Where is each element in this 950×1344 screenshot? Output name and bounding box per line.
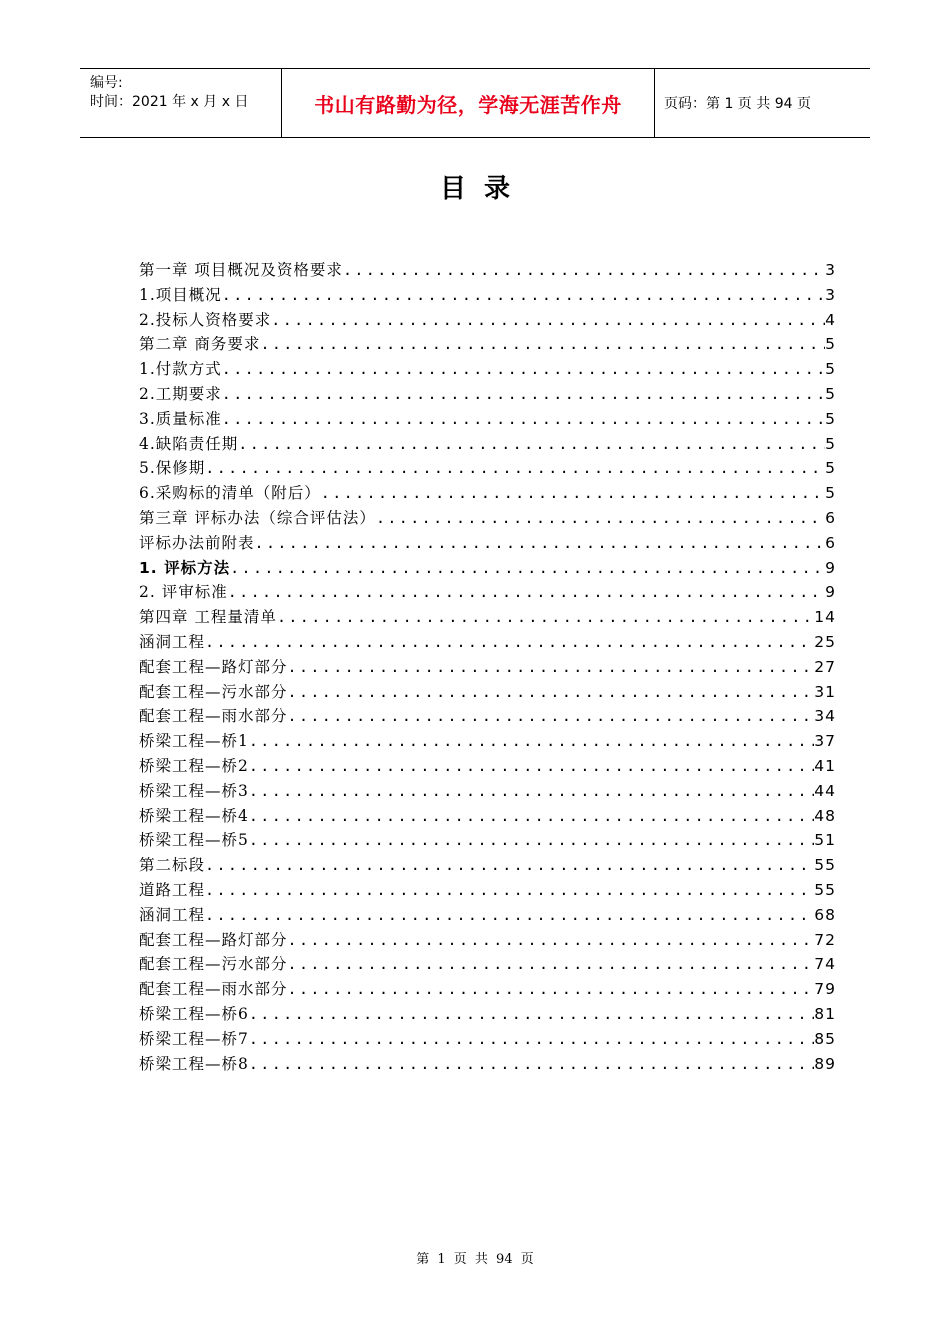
toc-entry-title: 桥梁工程—桥1 (139, 732, 249, 751)
toc-dot-leader (255, 531, 826, 556)
toc-entry[interactable] (139, 531, 836, 556)
toc-entry-page: 5 (825, 409, 836, 428)
toc-dot-leader (222, 357, 825, 382)
toc-dot-leader (288, 952, 815, 977)
toc-dot-leader (271, 308, 825, 333)
toc-entry-title: 4.缺陷责任期 (139, 434, 239, 453)
toc-entry-title: 涵洞工程 (139, 905, 206, 924)
toc-entry-page: 5 (825, 335, 836, 354)
toc-entry-title: 涵洞工程 (139, 632, 206, 651)
toc-entry-title: 配套工程—雨水部分 (139, 980, 288, 999)
toc-entry[interactable] (139, 407, 836, 432)
toc-entry-page: 51 (814, 831, 836, 850)
toc-entry[interactable] (139, 506, 836, 531)
toc-entry[interactable] (139, 977, 836, 1002)
toc-entry-title: 第二章 商务要求 (139, 335, 261, 354)
toc-entry[interactable] (139, 952, 836, 977)
toc-entry-title: 配套工程—污水部分 (139, 955, 288, 974)
toc-dot-leader (343, 258, 825, 283)
toc-entry[interactable] (139, 1052, 836, 1077)
document-date: 时间：2021 年 x 月 x 日 (90, 94, 249, 110)
toc-entry[interactable] (139, 481, 836, 506)
toc-entry-title: 2.投标人资格要求 (139, 310, 272, 329)
toc-entry-page: 5 (825, 459, 836, 478)
toc-entry[interactable] (139, 804, 836, 829)
toc-entry-page: 34 (814, 707, 836, 726)
toc-entry-page: 5 (825, 360, 836, 379)
toc-entry-page: 48 (814, 806, 836, 825)
toc-dot-leader (249, 1027, 814, 1052)
toc-entry[interactable] (139, 556, 836, 581)
header-left-cell (80, 69, 282, 137)
toc-entry[interactable] (139, 1002, 836, 1027)
toc-dot-leader (228, 580, 825, 605)
toc-entry[interactable] (139, 655, 836, 680)
toc-entry-title: 1.付款方式 (139, 360, 222, 379)
toc-dot-leader (249, 779, 814, 804)
toc-dot-leader (205, 903, 814, 928)
toc-entry-page: 55 (814, 880, 836, 899)
toc-dot-leader (205, 878, 814, 903)
toc-entry[interactable] (139, 456, 836, 481)
toc-entry-page: 85 (814, 1029, 836, 1048)
toc-dot-leader (249, 804, 814, 829)
toc-entry[interactable] (139, 878, 836, 903)
toc-entry-title: 第二标段 (139, 856, 206, 875)
toc-entry-page: 4 (825, 310, 836, 329)
toc-entry-title: 第四章 工程量清单 (139, 608, 277, 627)
toc-dot-leader (249, 754, 814, 779)
toc-entry[interactable] (139, 357, 836, 382)
toc-entry-title: 3.质量标准 (139, 409, 222, 428)
toc-dot-leader (249, 828, 814, 853)
toc-entry-page: 9 (825, 558, 836, 577)
toc-entry-title: 5.保修期 (139, 459, 206, 478)
toc-dot-leader (249, 729, 814, 754)
toc-dot-leader (376, 506, 825, 531)
toc-entry-title: 桥梁工程—桥5 (139, 831, 249, 850)
toc-entry-title: 6.采购标的清单（附后） (139, 484, 321, 503)
toc-entry[interactable] (139, 680, 836, 705)
toc-entry-page: 5 (825, 484, 836, 503)
toc-entry-page: 3 (825, 261, 836, 279)
toc-entry-title: 桥梁工程—桥6 (139, 1004, 249, 1023)
toc-entry-title: 桥梁工程—桥4 (139, 806, 249, 825)
page-footer: 第 1 页 共 94 页 (416, 1252, 534, 1267)
document-number-label: 编号: (90, 75, 123, 91)
toc-entry-page: 68 (814, 905, 836, 924)
header-motto: 书山有路勤为径，学海无涯苦作舟 (282, 69, 655, 137)
toc-entry-title: 第一章 项目概况及资格要求 (139, 261, 343, 279)
toc-entry-title: 配套工程—路灯部分 (139, 930, 288, 949)
toc-entry[interactable] (139, 630, 836, 655)
toc-dot-leader (260, 332, 825, 357)
toc-entry[interactable] (139, 853, 836, 878)
toc-dot-leader (288, 655, 815, 680)
toc-dot-leader (205, 456, 825, 481)
toc-entry[interactable] (139, 332, 836, 357)
toc-entry[interactable] (139, 580, 836, 605)
toc-entry-page: 9 (825, 583, 836, 602)
toc-entry-title: 桥梁工程—桥3 (139, 781, 249, 800)
toc-entry[interactable] (139, 308, 836, 333)
page-header (80, 68, 870, 138)
toc-entry-page: 55 (814, 856, 836, 875)
toc-entry-title: 1.项目概况 (139, 285, 222, 304)
toc-dot-leader (277, 605, 814, 630)
toc-entry[interactable] (139, 729, 836, 754)
toc-entry-title: 配套工程—路灯部分 (139, 657, 288, 676)
toc-dot-leader (238, 432, 825, 457)
toc-entry-page: 6 (825, 533, 836, 552)
toc-entry[interactable] (139, 779, 836, 804)
toc-entry-page: 37 (814, 732, 836, 751)
toc-entry-page: 6 (825, 508, 836, 527)
toc-entry-title: 评标办法前附表 (139, 533, 255, 552)
toc-dot-leader (249, 1002, 814, 1027)
toc-dot-leader (321, 481, 825, 506)
toc-entry-title: 第三章 评标办法（综合评估法） (139, 508, 376, 527)
toc-dot-leader (230, 556, 825, 581)
toc-entry-page: 79 (814, 980, 836, 999)
toc-entry-page: 81 (814, 1004, 836, 1023)
toc-entry[interactable] (139, 605, 836, 630)
toc-entry-title: 配套工程—雨水部分 (139, 707, 288, 726)
page-title: 目录 (439, 174, 528, 204)
toc-entry-page: 31 (814, 682, 836, 701)
toc-entry-title: 配套工程—污水部分 (139, 682, 288, 701)
toc-entry[interactable] (139, 754, 836, 779)
header-page-info: 页码：第 1 页 共 94 页 (664, 96, 811, 112)
toc-entry[interactable] (139, 828, 836, 853)
toc-entry-page: 3 (825, 285, 836, 304)
toc-entry-page: 72 (814, 930, 836, 949)
toc-entry-page: 44 (814, 781, 836, 800)
toc-entry-page: 5 (825, 384, 836, 403)
toc-entry[interactable] (139, 382, 836, 407)
toc-entry[interactable] (139, 283, 836, 308)
toc-dot-leader (288, 704, 815, 729)
toc-dot-leader (205, 853, 814, 878)
toc-entry[interactable] (139, 704, 836, 729)
toc-entry-page: 41 (814, 756, 836, 775)
toc-entry-page: 27 (814, 657, 836, 676)
toc-entry[interactable] (139, 432, 836, 457)
toc-dot-leader (205, 630, 814, 655)
table-of-contents (139, 258, 836, 1076)
toc-dot-leader (249, 1052, 814, 1077)
toc-entry-title: 道路工程 (139, 880, 206, 899)
toc-dot-leader (222, 283, 825, 308)
toc-entry[interactable] (139, 258, 836, 283)
toc-entry-page: 74 (814, 955, 836, 974)
toc-entry-title: 桥梁工程—桥2 (139, 756, 249, 775)
toc-entry-title: 2. 评审标准 (139, 583, 228, 602)
toc-entry-page: 14 (814, 608, 836, 627)
toc-dot-leader (222, 382, 825, 407)
toc-entry-title: 桥梁工程—桥7 (139, 1029, 249, 1048)
toc-entry-page: 89 (814, 1054, 836, 1073)
toc-entry-page: 5 (825, 434, 836, 453)
toc-entry[interactable] (139, 928, 836, 953)
toc-entry[interactable] (139, 903, 836, 928)
toc-dot-leader (288, 680, 815, 705)
toc-entry[interactable] (139, 1027, 836, 1052)
toc-dot-leader (288, 977, 815, 1002)
toc-entry-page: 25 (814, 632, 836, 651)
toc-entry-title: 桥梁工程—桥8 (139, 1054, 249, 1073)
toc-entry-title: 2.工期要求 (139, 384, 222, 403)
toc-entry-title: 1. 评标方法 (139, 558, 231, 577)
toc-dot-leader (222, 407, 825, 432)
toc-dot-leader (288, 928, 815, 953)
